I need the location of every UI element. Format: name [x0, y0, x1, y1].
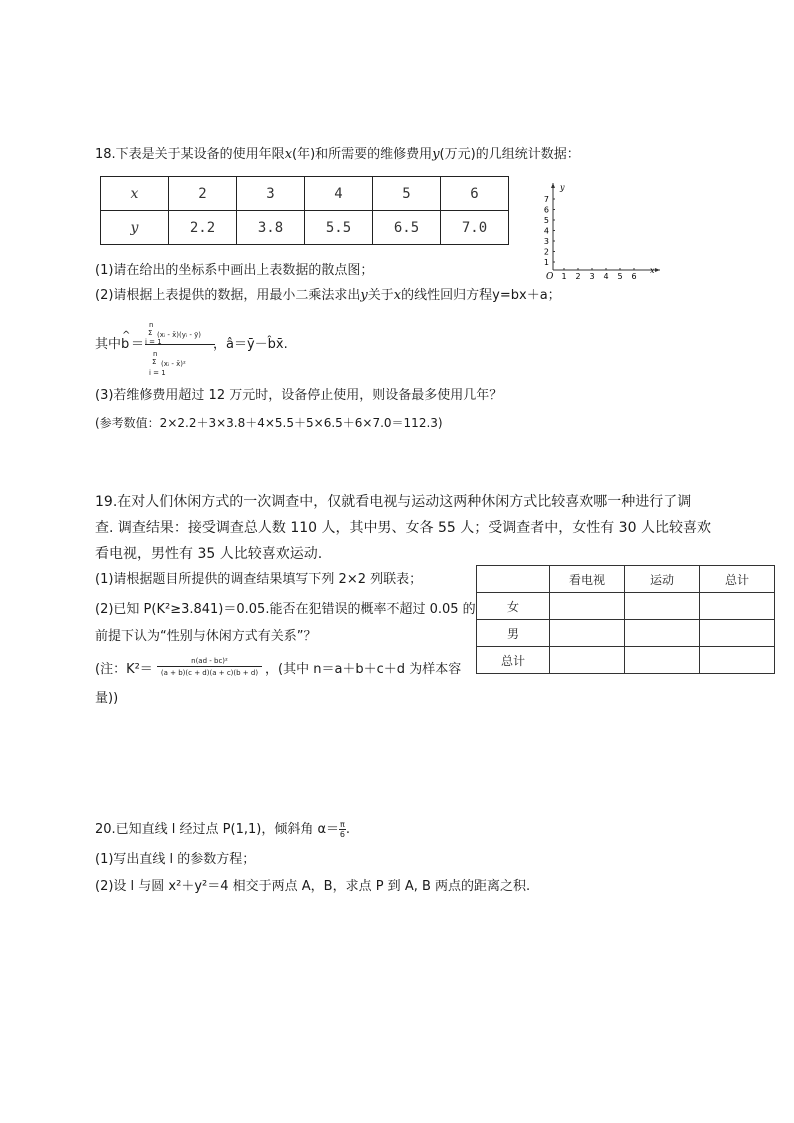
q19-note-line2: 量)) [95, 691, 119, 706]
y-tick-label: 2 [543, 247, 549, 257]
row-label: 男 [477, 620, 550, 647]
y-tick-label: 1 [543, 258, 549, 267]
header-cell [477, 566, 550, 593]
denominator-body: (xᵢ - x̄)² [161, 360, 186, 368]
q18-part2-text-b: 关于 [367, 288, 394, 303]
equals-sign: ＝ [131, 337, 145, 352]
q18-part2-text-a: (2)请根据上表提供的数据，用最小二乘法求出 [95, 288, 361, 303]
table-cell: 4 [305, 177, 373, 211]
fraction-numerator [145, 318, 215, 345]
b-hat: ^ b [121, 336, 129, 354]
q18-intro-text-a: 18.下表是关于某设备的使用年限 [95, 147, 285, 162]
x-tick-label: 2 [575, 272, 581, 281]
x-tick-label: 5 [617, 272, 623, 281]
empty-cell [700, 620, 775, 647]
b-hat-fraction [145, 318, 215, 375]
q18-part3: (3)若维修费用超过 12 万元时，设备停止使用，则设备最多使用几年？ [95, 388, 503, 403]
note-suffix: ，(其中 n＝a＋b＋c＋d 为样本容 [265, 662, 462, 677]
table-cell: 6 [441, 177, 509, 211]
x-axis-arrow [655, 268, 660, 272]
header-cell: 看电视 [550, 566, 625, 593]
sum-sigma: Σ [152, 358, 157, 366]
table-row [477, 620, 775, 647]
q19-part1: (1)请根据题目所提供的调查结果填写下列 2×2 列联表； [95, 572, 423, 587]
q20-part1: (1)写出直线 l 的参数方程； [95, 852, 256, 867]
k2-fraction [157, 656, 262, 679]
x-tick-label: 3 [589, 272, 595, 281]
fraction-denominator [145, 345, 215, 375]
y-tick-label: 6 [543, 205, 549, 215]
q18-y-var: y [432, 147, 440, 162]
q18-part2-x: x [393, 288, 402, 303]
q18-intro-text-b: (年)和所需要的维修费用 [292, 147, 433, 162]
table-cell: 2.2 [169, 211, 237, 245]
q20-part2: (2)设 l 与圆 x²＋y²＝4 相交于两点 A，B，求点 P 到 A, B 两点的距离之积. [95, 879, 531, 894]
table-row [101, 177, 509, 211]
q19-contingency-table [476, 565, 775, 674]
row-label: 总计 [477, 647, 550, 674]
k2-denominator: (a + b)(c + d)(a + c)(b + d) [160, 669, 259, 677]
table-row [101, 211, 509, 245]
q18-x-var: x [284, 147, 293, 162]
table-cell: 3 [237, 177, 305, 211]
sum-upper-limit: n [153, 350, 158, 358]
a-hat-formula: ，â＝ȳ－b̂x̄. [213, 337, 288, 352]
q18-reference: (参考数值：2×2.2＋3×3.8＋4×5.5＋5×6.5＋6×7.0＝112.3) [95, 416, 443, 430]
y-tick-label: 5 [543, 216, 549, 225]
sum-upper-limit: n [149, 321, 154, 329]
empty-cell [700, 647, 775, 674]
y-tick-label: 4 [543, 226, 549, 236]
table-cell: 5.5 [305, 211, 373, 245]
q18-part2-text-c: 的线性回归方程 [401, 288, 493, 303]
q19-part2-line2: 前提下认为“性别与休闲方式有关系”？ [95, 629, 317, 644]
q19-line3: 看电视，男性有 35 人比较喜欢运动. [95, 546, 323, 562]
table-cell: 6.5 [373, 211, 441, 245]
x-tick-label: 4 [603, 272, 609, 281]
empty-cell [625, 620, 700, 647]
where-prefix: 其中 [95, 337, 122, 352]
table-row [477, 566, 775, 593]
q18-intro-text-c: (万元)的几组统计数据： [439, 147, 580, 162]
table-cell: 3.8 [237, 211, 305, 245]
q20-period: . [345, 822, 351, 837]
empty-cell [550, 647, 625, 674]
table-cell: 2 [169, 177, 237, 211]
row-label: 女 [477, 593, 550, 620]
sum-sigma: Σ [148, 329, 153, 337]
numerator-body: (xᵢ - x̄)(yᵢ - ȳ) [157, 331, 201, 339]
q18-coordinate-graph [538, 180, 662, 282]
header-cell: 运动 [625, 566, 700, 593]
q19-line1: 19.在对人们休闲方式的一次调查中，仅就看电视与运动这两种休闲方式比较喜欢哪一种进行了调 [95, 494, 692, 510]
pi-symbol: π [340, 820, 345, 829]
row-x-label: x [101, 177, 169, 211]
q19-part2-line1: (2)已知 P(K²≥3.841)＝0.05.能否在犯错误的概率不超过 0.05 的 [95, 602, 476, 617]
q18-part1: (1)请在给出的坐标系中画出上表数据的散点图； [95, 263, 374, 278]
q20-text: 20.已知直线 l 经过点 P(1,1)，倾斜角 α＝ [95, 822, 340, 837]
empty-cell [700, 593, 775, 620]
origin-label: O [546, 272, 554, 282]
sum-lower-limit: i = 1 [149, 369, 166, 377]
y-axis-arrow [551, 183, 555, 188]
k2-numerator: n(ad - bc)² [157, 656, 262, 667]
sum-lower-limit: i = 1 [145, 338, 162, 346]
note-prefix: (注：K²＝ [95, 662, 153, 677]
pi-over-six-fraction [339, 820, 346, 839]
y-tick-label: 3 [543, 237, 549, 246]
empty-cell [550, 620, 625, 647]
table-cell: 5 [373, 177, 441, 211]
empty-cell [625, 647, 700, 674]
q18-part2-y: y [360, 288, 368, 303]
q19-line2: 查. 调查结果：接受调查总人数 110 人，其中男、女各 55 人；受调查者中，女性有 30 人比较喜欢 [95, 520, 711, 536]
q18-part2 [95, 287, 561, 305]
x-axis-label: x [650, 266, 655, 275]
table-row [477, 647, 775, 674]
empty-cell [625, 593, 700, 620]
denominator-six: 6 [339, 830, 345, 839]
y-tick-label: 7 [543, 195, 549, 204]
q18-data-table [100, 176, 509, 245]
x-tick-label: 6 [631, 272, 637, 281]
row-y-label: y [101, 211, 169, 245]
header-cell: 总计 [700, 566, 775, 593]
x-tick-label: 1 [561, 272, 567, 281]
table-cell: 7.0 [441, 211, 509, 245]
q20-line1 [95, 820, 350, 844]
y-axis-label: y [560, 183, 565, 192]
q18-regression-equation: y=bx＋a； [492, 288, 561, 303]
empty-cell [550, 593, 625, 620]
table-row [477, 593, 775, 620]
q18-intro [95, 146, 580, 164]
